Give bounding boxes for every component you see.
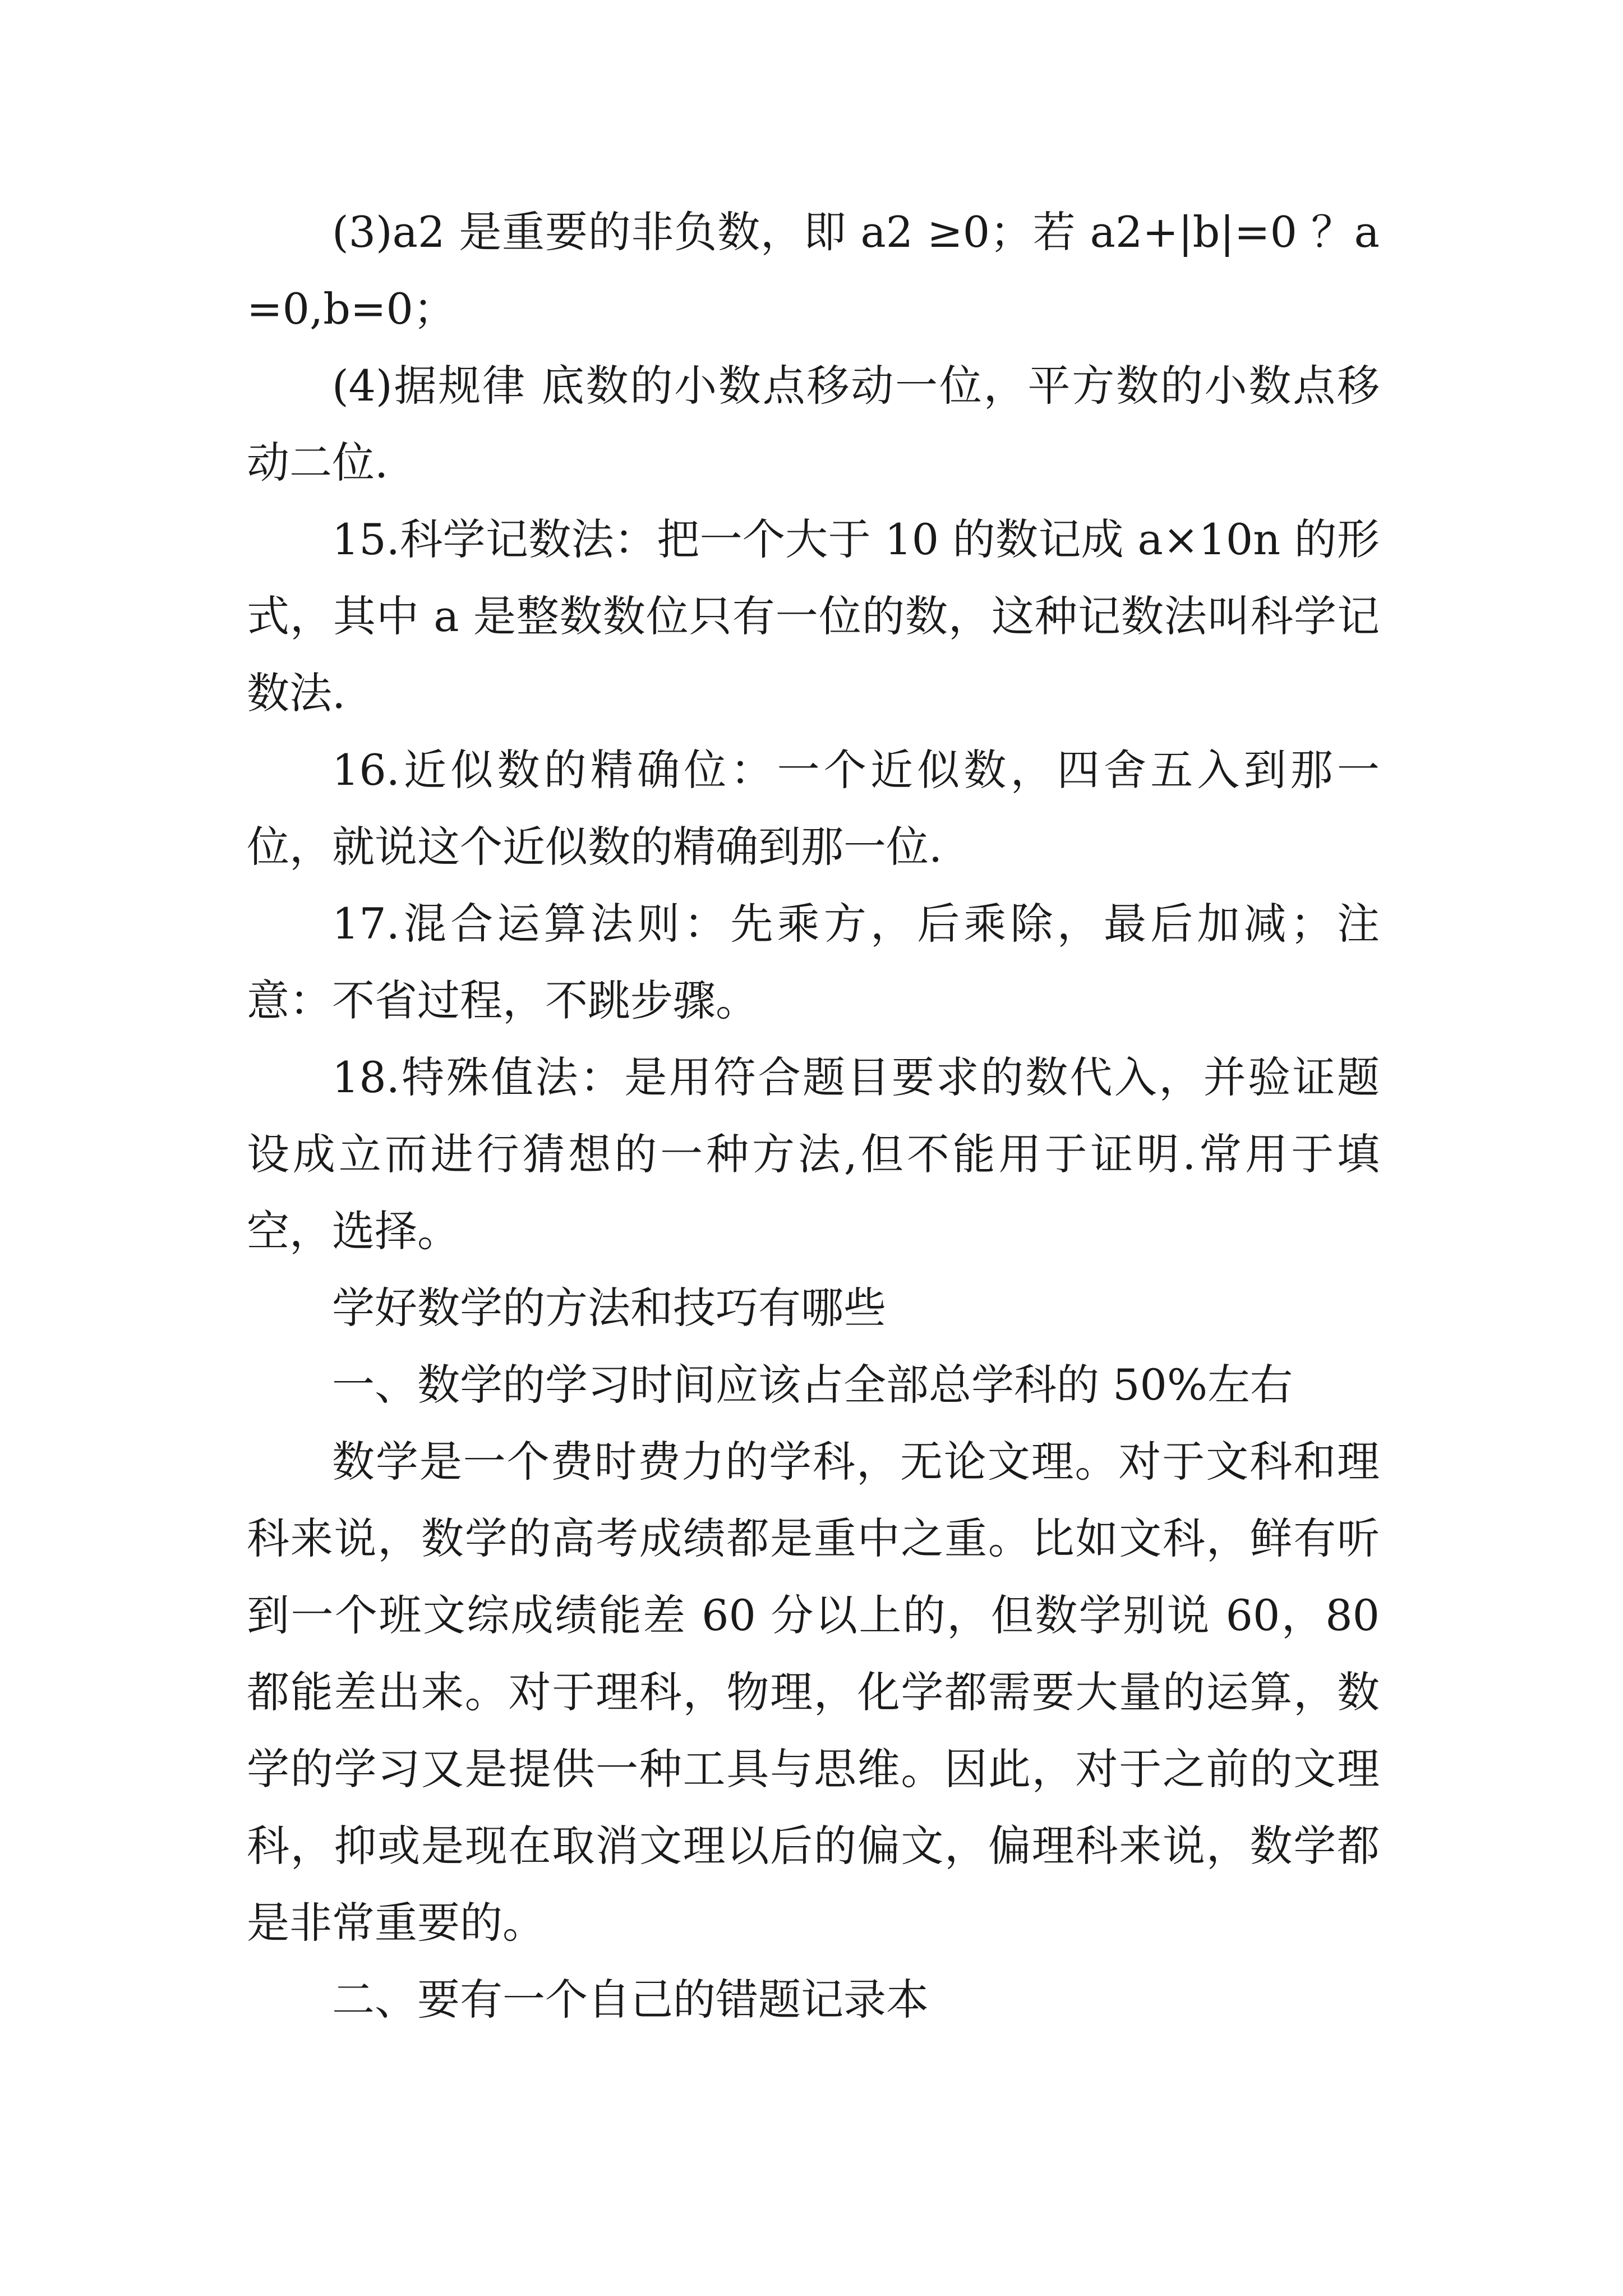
paragraph-square-nonnegative: (3)a2 是重要的非负数，即 a2 ≥0；若 a2+|b|=0 ？a=0,b=0；	[247, 207, 1380, 334]
section-heading-study-time: 一、数学的学习时间应该占全部总学科的 50%左右	[332, 1360, 1293, 1410]
section-heading-error-notebook: 二、要有一个自己的错题记录本	[332, 1975, 929, 2024]
section-heading-study-methods: 学好数学的方法和技巧有哪些	[332, 1283, 886, 1333]
paragraph-approximate-number: 16.近似数的精确位：一个近似数，四舍五入到那一位，就说这个近似数的精确到那一位.	[247, 745, 1380, 872]
document-body	[247, 194, 1380, 2038]
paragraph-special-value-method: 18.特殊值法：是用符合题目要求的数代入，并验证题设成立而进行猜想的一种方法,但不能用于证明.常用于填空，选择。	[247, 1052, 1380, 1256]
paragraph-decimal-rule: (4)据规律 底数的小数点移动一位，平方数的小数点移动二位.	[247, 361, 1380, 487]
paragraph-math-importance: 数学是一个费时费力的学科，无论文理。对于文科和理科来说，数学的高考成绩都是重中之重。比如文科，鲜有听到一个班文综成绩能差 60 分以上的，但数学别说 60，80 都能差出来。对于理科，物理，化学都需要大量的运算，数学的学习又是提供一种工具与思维。因此，对于之前的文理科，抑或是现在取消文理以后的偏文，偏理科来说，数学都是非常重要的。	[247, 1437, 1380, 1948]
paragraph-scientific-notation: 15.科学记数法：把一个大于 10 的数记成 a×10n 的形式，其中 a 是整数数位只有一位的数，这种记数法叫科学记数法.	[247, 514, 1380, 718]
paragraph-mixed-operations: 17.混合运算法则：先乘方，后乘除，最后加减；注意：不省过程，不跳步骤。	[247, 899, 1380, 1025]
